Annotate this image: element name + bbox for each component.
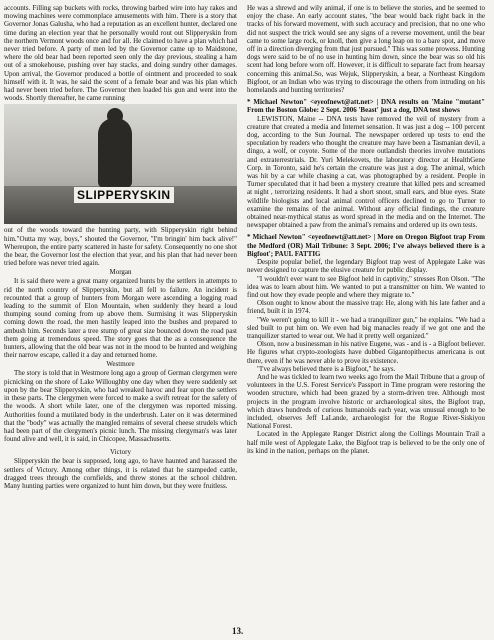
page-number: 13. [232,626,244,636]
paragraph-governor-ending: out of the woods toward the hunting party, with Slipperyskin right behind him."Outta my way, boys," shouted the Governor, "I'm bringin' him back alive!" Whereupon, the entire party scattered in haste for safety. Consequently no one shot the bear, the Governor lost the election that year, and his plan that had never been tried before was never tried again. [4,226,237,268]
paragraph-victory: Slipperyskin the bear is supposed, long ago, to have haunted and harassed the settlers of Victory. Among other things, it is related that he stampeded cattle, dragged trees through the cornfields, and threw stones at the school children. Many hunting parties were organized to hunt him down, but they were fruitless. [4,457,237,490]
heading-morgan: Morgan [109,268,132,277]
right-column [247,4,485,455]
paragraph-oregon-6: "I've always believed there is a Bigfoot," he says. [257,364,396,373]
paragraph-dna-story: LEWISTON, Maine -- DNA tests have removed the veil of mystery from a creature that created a media and Internet sensation. It was just a dog -- 100 percent dog, according to the Sun Journal. The newspaper ordered up tests to end the speculation by readers who thought the creature may have been a Tasmanian devil, a dingo, a wolf, or coyote. Some of the more outlandish theories involve mutations and extraterrestrials. Dr. Yuri Melekovets, the laboratory director at HealthGene Corp. in Toronto, said he's certain the creature was just a dog. The animal, which was hit by a car while chasing a cat, was photographed by a resident. People in Turner speculated that it had been a mystery creature that killed pets and screamed at night , terrorizing residents. It had a short snout, small ears, and blue eyes. State wildlife biologists and local animal control officers declined to go to Turner to examine the remains of the animal. Without any official findings, the creature obtained near-mythical status as word spread in the media and on the Internet. The newspaper obtained a paw from the animal's remains and ordered up its own tests. [247,114,485,230]
paragraph-oregon-5: Olson, now a businessman in his native Eugene, was - and is - a Bigfoot believer. He figures what crypto-zoologists have dubbed Gigantopithecus americana is out there, even if he was never able to prove its existence. [247,340,485,365]
paragraph-westmore: The story is told that in Westmore long ago a group of German clergymen were picnicking on the shore of Lake Willoughby one day when they were suddenly set upon by the bear Slipperyskin, who had wreaked havoc and fear upon the settlers in these parts. The clergymen were forced to make a swift retreat for the safety of the woods. A short while later, one of the clergymen was reported missing. Authorities found a mutilated body in the underbrush. Later on it was determined that the "body" was actually the mangled remains of several cheese strudels which had been part of the clergymen's picnic lunch. The missing clergyman's was later found alive and well, it is said, in Chicopee, Massachusetts. [4,369,237,444]
article-header-dna: * Michael Newton" <eyeofnewt@att.net> | DNA results on 'Maine "mutant" From the Boston Globe: 2 Sept. 2006 'Beast' just a dog, DNA test shows [247,98,485,115]
article-header-oregon: * Michael Newton" <eyeofnewt@att.net> | More on Oregon Bigfoot trap From the Medford (OR) Mail Tribune: 3 Sept. 2006; I've always believed there is a Bigfoot'; PAUL FATTIG [247,233,485,258]
heading-victory: Victory [110,448,131,457]
illustration-caption: SLIPPERYSKIN [74,187,174,203]
paragraph-oregon-1: Despite popular belief, the legendary Bigfoot trap west of Applegate Lake was never designed to capture the elusive creature for public display. [247,258,485,275]
heading-westmore: Westmore [106,360,135,369]
paragraph-oregon-4: "We weren't going to kill it - we had a tranquilizer gun," he explains. "We had a sled built to put him on. We even had big manacles ready if we got one and the tranquilizer started to wear out. We had it pretty well organized." [247,315,485,340]
paragraph-oregon-7: And he was tickled to learn two weeks ago from the Mail Tribune that a group of volunteers in the U.S. Forest Service's Passport in Time program were restoring the wooden structure, which had been grazed by a storm-driven tree. Although most projects in the program involve historic or archaeological sites, the Bigfoot trap, which draws hundreds of curious humanoids each year, was unusual enough to be included, observes Jeff LaLande, archaeologist for the Rogue River-Siskiyou National Forest. [247,372,485,431]
paragraph-morgan: It is said there were a great many organized hunts by the settlers in attempts to rid the north country of Slipperyskin, but all fell to failure. An incident is recounted that a group of hunters from Morgan were ascending a logging road leading to the summit of Elon Mountain, when suddenly they heard a loud thumping sound coming from up above them. Surmising it was Slipperyskin coming down the road, the men hastily leaped into the bushes and prepared to ambush him. Seconds later a tree stump of great size bounced down the road past them going at tremendous speed. The story goes that the as a consequence the hunters, allowing that the old bear was not in the mood to be hunted and weighing their narrow escape, called it a day and returned home. [4,277,237,360]
illustration-bear-figure [98,118,132,188]
paragraph-oregon-2: "I wouldn't ever want to see Bigfoot held in captivity," stresses Ron Olson. "The idea was to learn about him. We wanted to put a transmitter on him. We wanted to find out how they evade people and where they migrate to." [247,274,485,299]
spacer [4,443,237,447]
paragraph-governor-story: accounts. Filling sap buckets with rocks, throwing barbed wire into hay rakes and mowing machines were commonplace amusements with him. There is a story that Governor Jonas Galusha, who had a reputation as an excellent hunter, declared one time during an election year that he personally would rout out Slipperyskin from the northern Vermont woods once and for all. He claimed to have a plan which had never tried before. A party of men led by the Governor came up to Maidstone, where the old bear had been reported seen only the day previous, stealing a ham out of a smokehouse, pushing over hay stacks, and doing sundry other damages. Upon arrival, the Governor produced a bottle of ointment and proceeded to soak himself with it. It was, he said the scent of a female bear and was his plan which had never been tried before. The Governor then loaded his gun and went into the woods. Shortly thereafter, he came running [4,4,237,103]
left-column [4,4,237,490]
paragraph-wily-bear: He was a shrewd and wily animal, if one is to believe the stories, and he seemed to enjoy the chase. An early account states, "the bear would back right back in the tracks of his forward movement, with such accuracy and precision, that no one who did not suspect the trick would see any signs of a reverse movement, until the bear came to some large rock, or knoll, then give a long leap on to a bare spot, and move off in a direction diverging from that just pursued." This was some prowess. Hunting dogs were said to be of no use in hunting him down, since the bear was so old his scent had long before worn off. However, it is difficult to separate fact from hearsay concerning this animal.So, was Wejuk, Slipperyskin, a bear, a Northeast Kingdom Bigfoot, or an Indian who was trying to discourage the others from intruding on his homelands and hunting territories? [247,4,485,95]
paragraph-oregon-3: Olson ought to know about the massive trap: He, along with his late father and a friend, built it in 1974. [247,299,485,316]
paragraph-oregon-8: Located in the Applegate Ranger District along the Collings Mountain Trail a half mile west of Applegate Lake, the Bigfoot trap is believed to be the only one of its kind in the nation, perhaps on the planet. [247,430,485,455]
slipperyskin-illustration [4,104,237,224]
